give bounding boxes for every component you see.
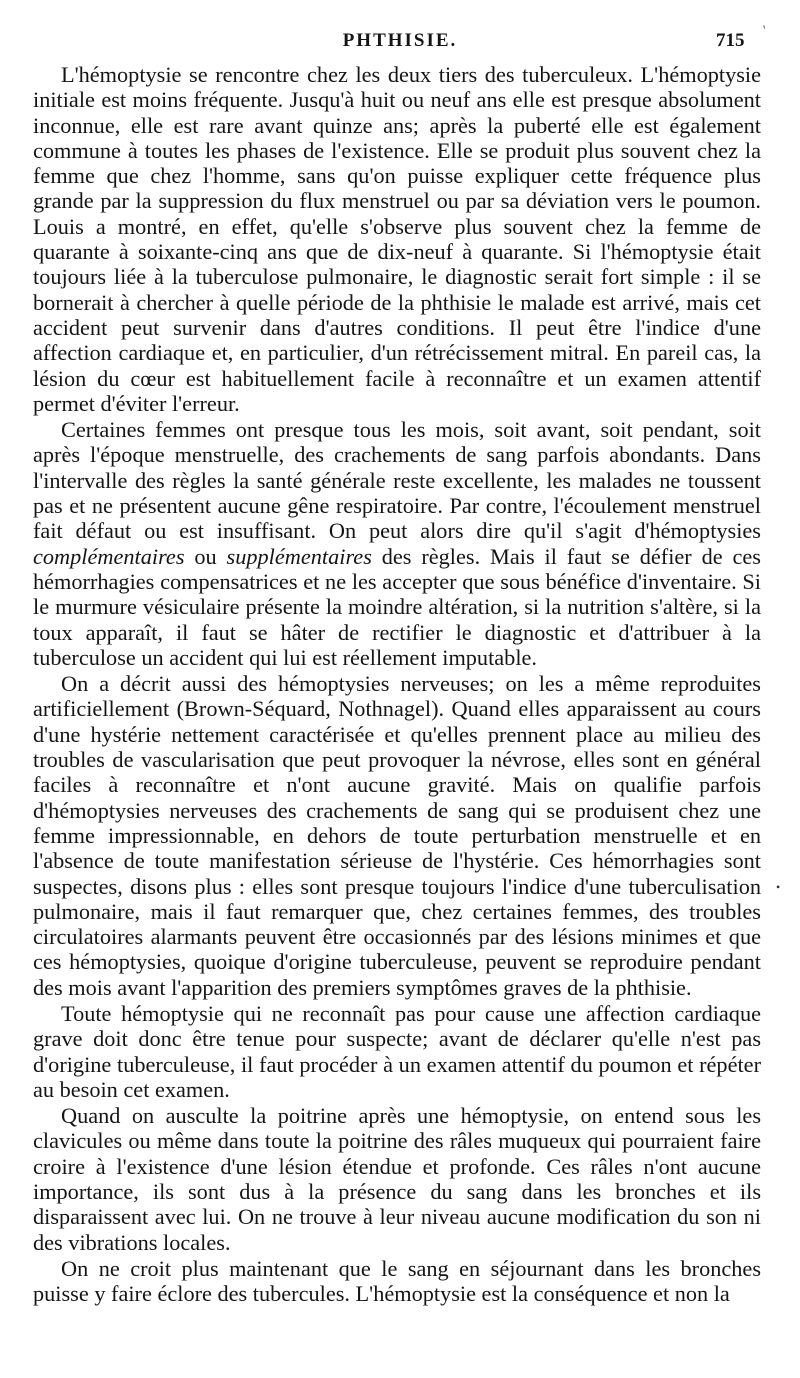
paragraph-hemoptysie-suspecte: Toute hémoptysie qui ne reconnaît pas pour cause une affection cardiaque grave doit donc être tenue pour suspecte; avant de déclarer qu'elle n'est pas d'origine tuberculeuse, il faut procéder à un examen attentif du poumon et répéter au besoin cet examen.	[33, 1000, 761, 1102]
running-head	[0, 22, 800, 60]
paragraph-text: ou	[184, 543, 227, 569]
paragraph-hemoptysie-frequence: L'hémoptysie se rencontre chez les deux tiers des tuberculeux. L'hémoptysie initiale est moins fréquente. Jusqu'à huit ou neuf ans elle est presque absolument inconnue, elle est rare avant quinze ans; après la puberté elle est également commune à toutes les phases de l'existence. Elle se produit plus souvent chez la femme que chez l'homme, sans qu'on puisse expliquer cette fréquence plus grande par la suppression du flux menstruel ou par sa déviation vers le poumon. Louis a montré, en effet, qu'elle s'observe plus souvent chez la femme de quarante à soixante-cinq ans que de dix-neuf à quarante. Si l'hémoptysie était toujours liée à la tuberculose pulmonaire, le diagnostic serait fort simple : il se bornerait à chercher à quelle période de la phthisie le malade est arrivé, mais cet accident peut survenir dans d'autres conditions. Il peut être l'indice d'une affection cardiaque et, en particulier, d'un rétrécissement mitral. En pareil cas, la lésion du cœur est habituellement facile à reconnaître et un examen attentif permet d'éviter l'erreur.	[33, 62, 761, 416]
paragraph-auscultation: Quand on ausculte la poitrine après une hémoptysie, on entend sous les clavicules ou même dans toute la poitrine des râles muqueux qui pourraient faire croire à l'existence d'une lésion étendue et profonde. Ces râles n'ont aucune importance, ils sont dus à la présence du sang dans les bronches et ils disparaissent avec lui. On ne trouve à leur niveau aucune modification du son ni des vibrations locales.	[33, 1103, 761, 1255]
emphasis-complementaires: complémentaires	[33, 543, 185, 569]
paragraph-hemoptysies-nerveuses: On a décrit aussi des hémoptysies nerveuses; on les a même reproduites artificiellement (Brown-Séquard, Nothnagel). Quand elles apparaissent au cours d'une hystérie nettement caractérisée et qu'elles prennent place au milieu des troubles de vascularisation que peut provoquer la névrose, elles sont en général faciles à reconnaître et n'ont aucune gravité. Mais on qualifie parfois d'hémoptysies nerveuses des crachements de sang qui se produisent chez une femme impressionnable, en dehors de toute perturbation menstruelle et en l'absence de toute manifestation sérieuse de l'hystérie. Ces hémorrhagies sont suspectes, disons plus : elles sont presque toujours l'indice d'une tuberculisation pulmonaire, mais il faut remarquer que, chez certaines femmes, des troubles circulatoires alarmants peuvent être occasionnés par des lésions minimes et que ces hémoptysies, quoique d'origine tuberculeuse, peuvent se reproduire pendant des mois avant l'apparition des premiers symptômes graves de la phthisie.	[33, 671, 761, 1000]
margin-mark: •	[776, 880, 781, 894]
paragraph-consequence: On ne croit plus maintenant que le sang en séjournant dans les bronches puisse y faire éclore des tubercules. L'hémoptysie est la conséquence et non la	[33, 1255, 761, 1307]
paragraph-text: des règles. Mais il faut se défier de ces hémorrhagies compensatrices et ne les accepter que sous bénéfice d'inventaire. Si le murmure vésiculaire présente la moindre altération, si la nutrition s'altère, si la toux apparaît, il faut se hâter de rectifier le diagnostic et d'attribuer à la tuberculose un accident qui lui est réellement imputable.	[33, 543, 761, 670]
paragraph-text: Certaines femmes ont presque tous les mois, soit avant, soit pendant, soit après l'époque menstruelle, des crachements de sang parfois abondants. Dans l'intervalle des règles la santé générale reste excellente, les malades ne toussent pas et ne présentent aucune gêne respiratoire. Par contre, l'écoulement menstruel fait défaut ou est insuffisant. On peut alors dire qu'il s'agit d'hémoptysies	[33, 417, 761, 544]
page-number: 715	[716, 30, 745, 51]
emphasis-supplementaires: supplémentaires	[226, 543, 372, 569]
body-text	[33, 62, 761, 1307]
stray-mark: ′	[760, 22, 773, 39]
paragraph-hemoptysies-menstruelles	[33, 417, 761, 670]
running-title: PHTHISIE.	[342, 30, 458, 51]
